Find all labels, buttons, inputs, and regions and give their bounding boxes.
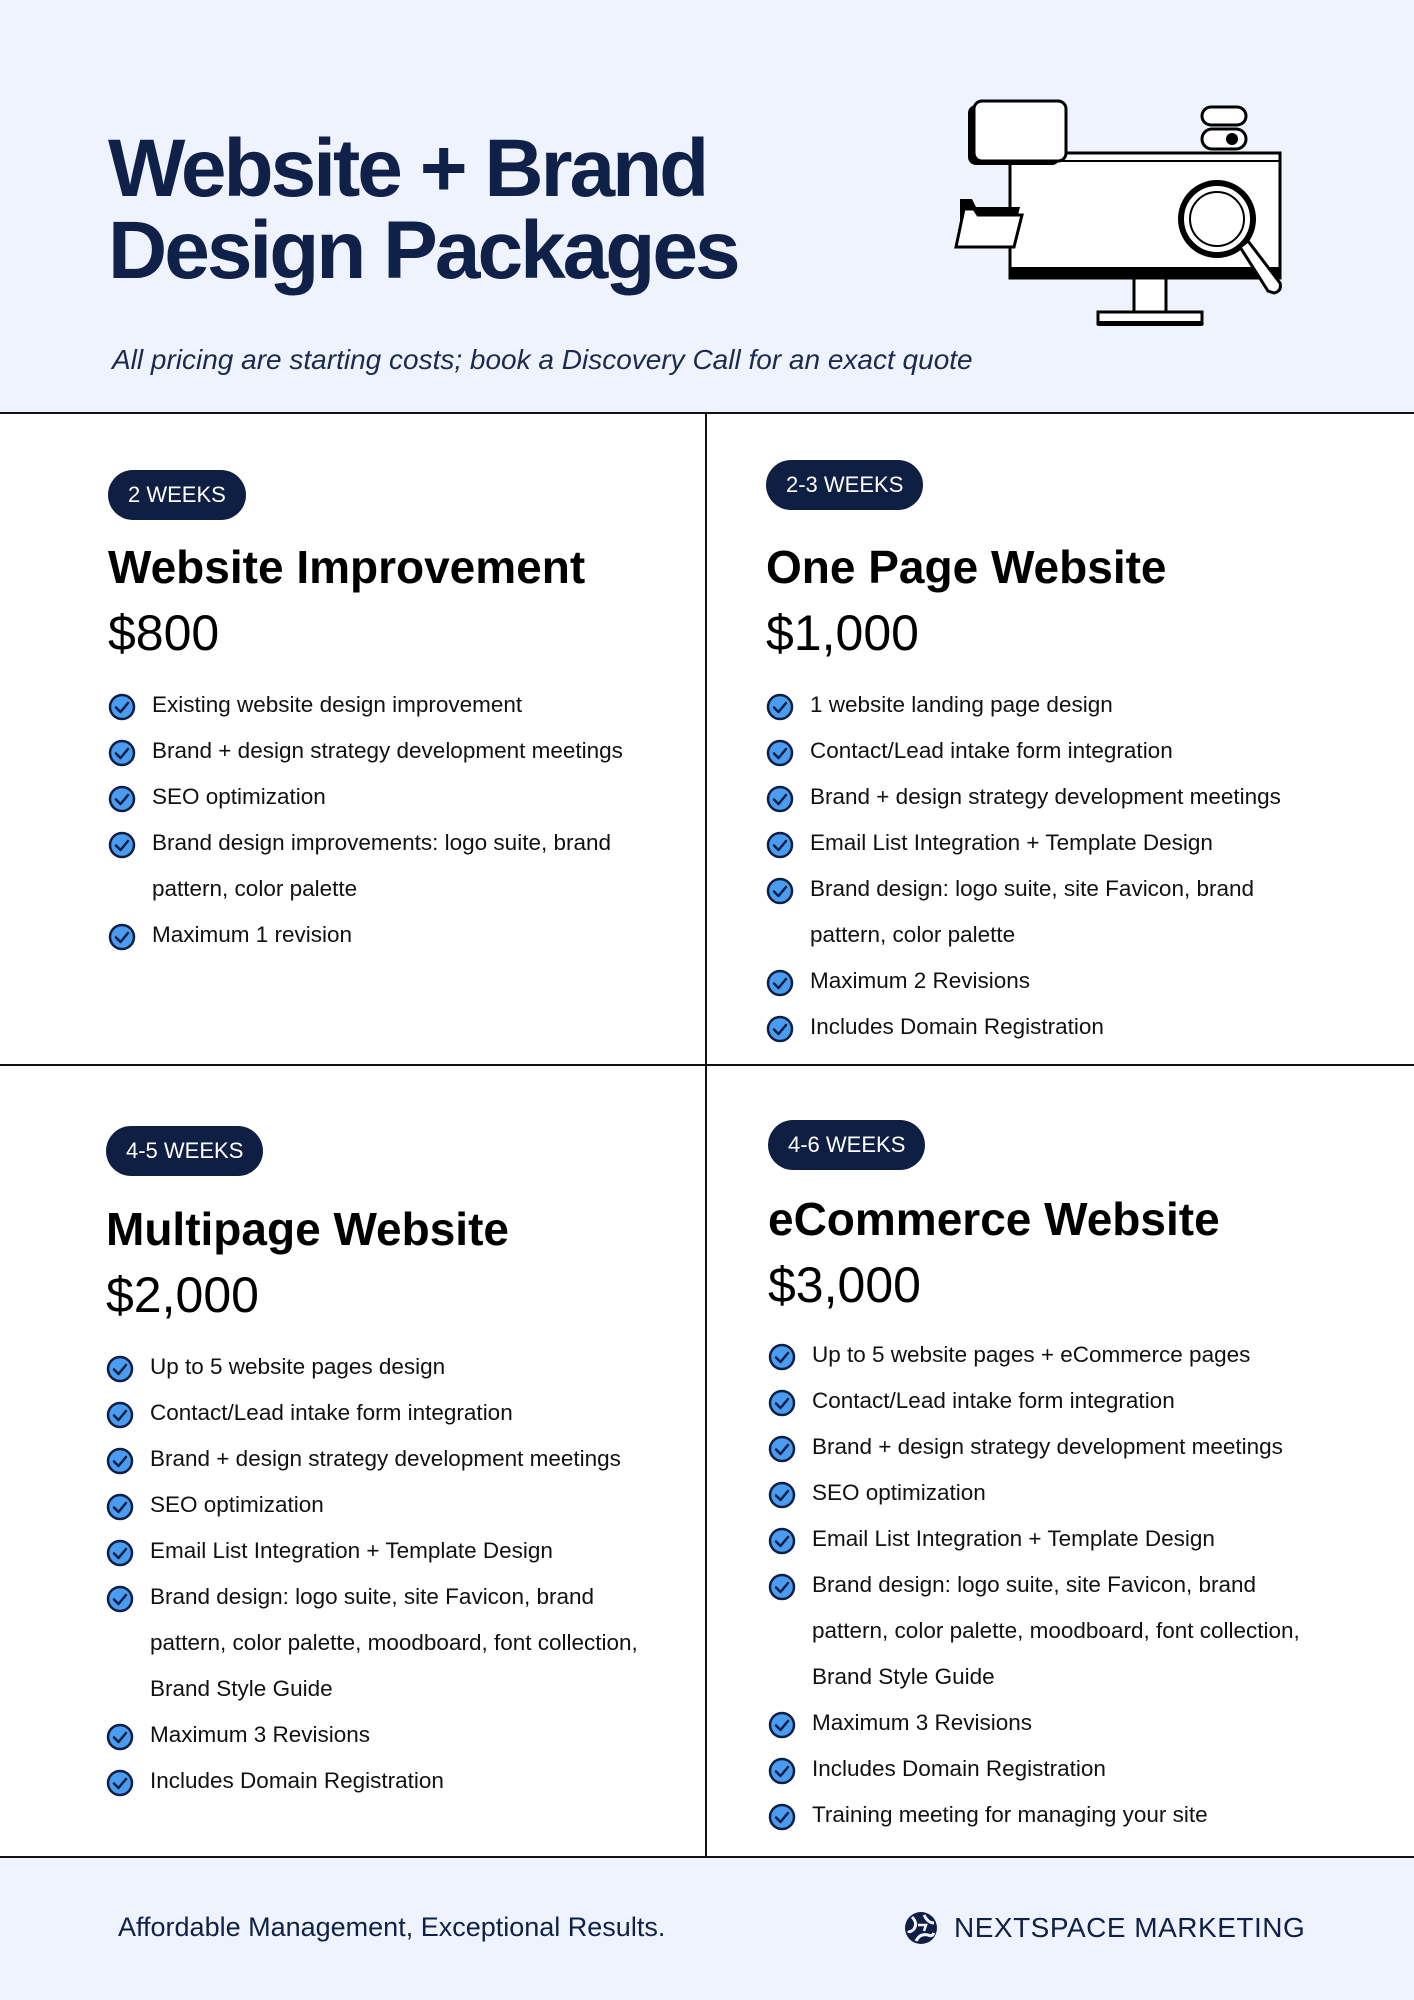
check-circle-icon xyxy=(106,1447,134,1475)
check-circle-icon xyxy=(766,969,794,997)
header xyxy=(0,0,1414,414)
computer-illustration-icon xyxy=(950,95,1330,345)
feature-text: Contact/Lead intake form integration xyxy=(150,1400,513,1425)
check-circle-icon xyxy=(768,1343,796,1371)
feature-item xyxy=(106,1344,666,1390)
feature-text: Brand design improvements: logo suite, brand pattern, color palette xyxy=(152,830,612,901)
check-circle-icon xyxy=(108,923,136,951)
feature-text: Brand + design strategy development meetings xyxy=(152,738,623,763)
feature-item xyxy=(768,1700,1328,1746)
duration-badge: 2 WEEKS xyxy=(108,470,246,520)
feature-text: Brand design: logo suite, site Favicon, brand pattern, color palette xyxy=(810,876,1255,947)
feature-item xyxy=(108,774,668,820)
package-price: $1,000 xyxy=(766,605,919,661)
duration-badge: 2-3 WEEKS xyxy=(766,460,923,510)
package-name: eCommerce Website xyxy=(768,1193,1220,1245)
feature-item xyxy=(106,1574,666,1712)
brand-name: NEXTSPACE MARKETING xyxy=(954,1912,1306,1943)
package-card-multipage-website xyxy=(106,1126,666,1804)
feature-text: SEO optimization xyxy=(152,784,326,809)
package-name: Website Improvement xyxy=(108,541,586,593)
feature-item xyxy=(106,1482,666,1528)
feature-text: Maximum 2 Revisions xyxy=(810,968,1031,993)
check-circle-icon xyxy=(108,785,136,813)
feature-text: Up to 5 website pages design xyxy=(150,1354,446,1379)
feature-item xyxy=(766,728,1326,774)
feature-text: SEO optimization xyxy=(812,1480,986,1505)
package-price: $800 xyxy=(108,605,220,661)
package-card-one-page-website xyxy=(766,460,1326,1050)
feature-item xyxy=(108,820,668,912)
feature-item xyxy=(106,1712,666,1758)
package-card-ecommerce-website xyxy=(768,1120,1328,1838)
check-circle-icon xyxy=(106,1585,134,1613)
feature-text: Email List Integration + Template Design xyxy=(812,1526,1215,1551)
feature-item xyxy=(106,1758,666,1804)
feature-item xyxy=(766,820,1326,866)
feature-item xyxy=(768,1562,1328,1700)
check-circle-icon xyxy=(108,831,136,859)
feature-list xyxy=(768,1332,1328,1838)
check-circle-icon xyxy=(766,831,794,859)
feature-text: Includes Domain Registration xyxy=(150,1768,444,1793)
check-circle-icon xyxy=(108,693,136,721)
check-circle-icon xyxy=(766,785,794,813)
feature-list xyxy=(106,1344,666,1804)
check-circle-icon xyxy=(768,1435,796,1463)
feature-item xyxy=(106,1528,666,1574)
check-circle-icon xyxy=(766,877,794,905)
page-subtitle: All pricing are starting costs; book a Discovery Call for an exact quote xyxy=(112,344,973,375)
check-circle-icon xyxy=(106,1539,134,1567)
footer-tagline: Affordable Management, Exceptional Results. xyxy=(118,1912,666,1942)
feature-item xyxy=(766,866,1326,958)
feature-text: Email List Integration + Template Design xyxy=(150,1538,553,1563)
package-price: $3,000 xyxy=(768,1257,921,1313)
feature-item xyxy=(766,774,1326,820)
feature-item xyxy=(768,1516,1328,1562)
feature-item xyxy=(766,1004,1326,1050)
check-circle-icon xyxy=(768,1527,796,1555)
feature-item xyxy=(766,958,1326,1004)
feature-text: Includes Domain Registration xyxy=(812,1756,1106,1781)
check-circle-icon xyxy=(768,1757,796,1785)
page-title: Website + Brand Design Packages xyxy=(108,123,738,296)
packages-grid xyxy=(0,414,1414,1856)
feature-item xyxy=(768,1792,1328,1838)
feature-text: Maximum 3 Revisions xyxy=(150,1722,371,1747)
feature-list xyxy=(108,682,668,958)
feature-text: Maximum 1 revision xyxy=(152,922,353,947)
feature-item xyxy=(768,1378,1328,1424)
check-circle-icon xyxy=(106,1355,134,1383)
feature-text: Brand + design strategy development meetings xyxy=(812,1434,1283,1459)
check-circle-icon xyxy=(106,1401,134,1429)
feature-text: Maximum 3 Revisions xyxy=(812,1710,1033,1735)
check-circle-icon xyxy=(106,1493,134,1521)
feature-text: SEO optimization xyxy=(150,1492,324,1517)
duration-badge: 4-5 WEEKS xyxy=(106,1126,263,1176)
check-circle-icon xyxy=(766,693,794,721)
check-circle-icon xyxy=(766,739,794,767)
package-name: One Page Website xyxy=(766,541,1167,593)
check-circle-icon xyxy=(768,1389,796,1417)
feature-text: Contact/Lead intake form integration xyxy=(812,1388,1175,1413)
feature-text: Brand + design strategy development meetings xyxy=(150,1446,621,1471)
feature-item xyxy=(768,1470,1328,1516)
feature-item xyxy=(108,912,668,958)
package-name: Multipage Website xyxy=(106,1203,509,1255)
check-circle-icon xyxy=(768,1573,796,1601)
feature-text: Training meeting for managing your site xyxy=(812,1802,1208,1827)
check-circle-icon xyxy=(106,1723,134,1751)
feature-item xyxy=(106,1390,666,1436)
feature-item xyxy=(108,728,668,774)
feature-text: Up to 5 website pages + eCommerce pages xyxy=(812,1342,1251,1367)
feature-item xyxy=(768,1746,1328,1792)
grid-divider-vertical xyxy=(705,414,707,1856)
check-circle-icon xyxy=(768,1803,796,1831)
duration-badge: 4-6 WEEKS xyxy=(768,1120,925,1170)
feature-text: Brand design: logo suite, site Favicon, brand pattern, color palette, moodboard, font collection, Brand Style Guide xyxy=(812,1572,1300,1689)
check-circle-icon xyxy=(766,1015,794,1043)
feature-text: Existing website design improvement xyxy=(152,692,523,717)
feature-text: Brand design: logo suite, site Favicon, brand pattern, color palette, moodboard, font collection, Brand Style Guide xyxy=(150,1584,638,1701)
grid-divider-horizontal xyxy=(0,1064,1414,1066)
feature-text: 1 website landing page design xyxy=(810,692,1113,717)
feature-item xyxy=(768,1332,1328,1378)
check-circle-icon xyxy=(106,1769,134,1797)
feature-text: Contact/Lead intake form integration xyxy=(810,738,1173,763)
feature-text: Brand + design strategy development meetings xyxy=(810,784,1281,809)
check-circle-icon xyxy=(768,1711,796,1739)
feature-item xyxy=(766,682,1326,728)
feature-text: Includes Domain Registration xyxy=(810,1014,1104,1039)
feature-text: Email List Integration + Template Design xyxy=(810,830,1213,855)
feature-item xyxy=(108,682,668,728)
footer xyxy=(0,1856,1414,2000)
check-circle-icon xyxy=(768,1481,796,1509)
feature-item xyxy=(768,1424,1328,1470)
brand xyxy=(904,1908,1305,1948)
feature-item xyxy=(106,1436,666,1482)
package-price: $2,000 xyxy=(106,1267,259,1323)
globe-logo-icon xyxy=(904,1911,938,1945)
check-circle-icon xyxy=(108,739,136,767)
feature-list xyxy=(766,682,1326,1050)
package-card-website-improvement xyxy=(108,470,668,958)
